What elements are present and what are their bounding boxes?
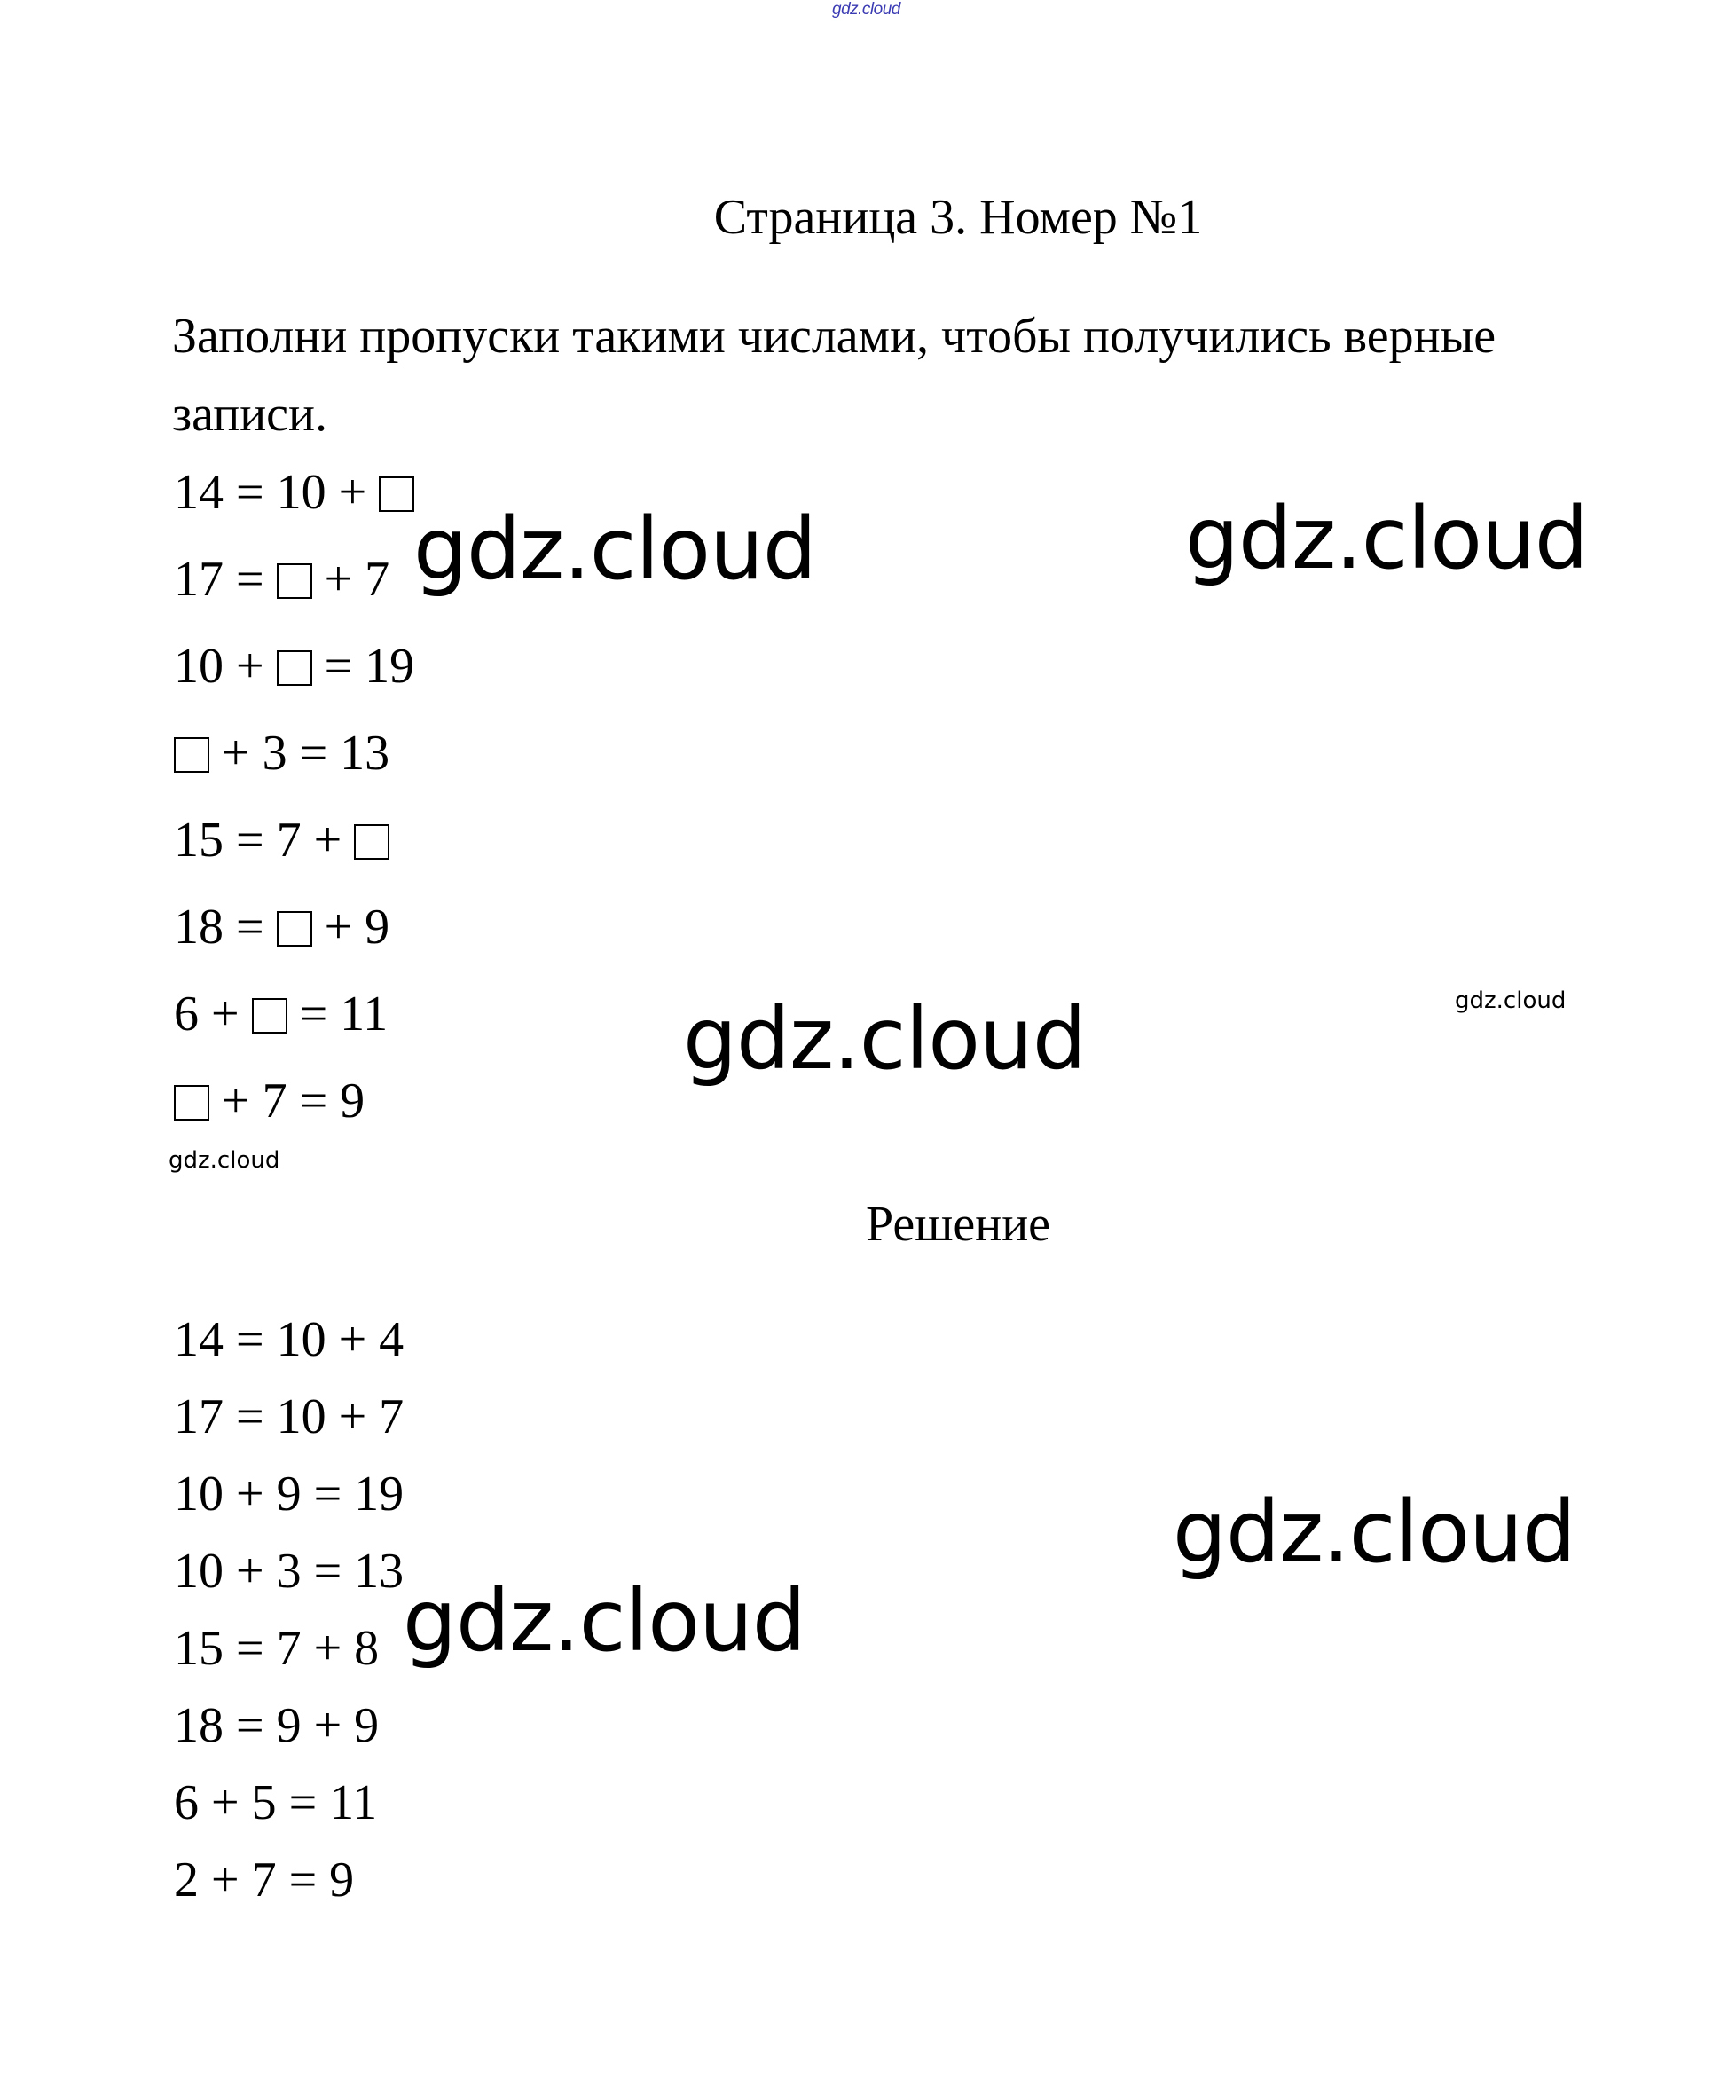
solution-line: 15 = 7 + 8 <box>174 1621 380 1676</box>
solution-heading: Решение <box>865 1197 1051 1252</box>
blank-box <box>174 1085 209 1121</box>
task-equation <box>174 809 389 871</box>
solution-line: 2 + 7 = 9 <box>174 1852 355 1907</box>
equation-right: + 9 <box>311 900 390 955</box>
solution-line: 14 = 10 + 4 <box>174 1312 405 1367</box>
blank-box <box>354 824 389 860</box>
task-text: Заполни пропуски такими числами, чтобы получились верные записи. <box>172 309 1496 442</box>
equation-left: 15 = 7 + <box>174 813 355 868</box>
site-mark: gdz.cloud <box>832 0 900 19</box>
equation-right: + 3 = 13 <box>209 726 390 781</box>
blank-box <box>277 650 312 686</box>
solution-line: 10 + 3 = 13 <box>174 1544 405 1599</box>
equation-right: = 11 <box>287 987 389 1042</box>
task-equation <box>174 896 389 958</box>
watermark: gdz.cloud <box>403 1571 805 1671</box>
equation-right: + 7 <box>311 552 390 607</box>
blank-box <box>379 476 414 512</box>
watermark: gdz.cloud <box>1185 489 1588 588</box>
blank-box <box>174 737 209 773</box>
task-equation <box>174 1070 365 1132</box>
watermark: gdz.cloud <box>1173 1483 1575 1582</box>
equation-left: 17 = <box>174 552 277 607</box>
equation-left: 18 = <box>174 900 277 955</box>
page-title: Страница 3. Номер №1 <box>713 190 1203 245</box>
task-equation <box>174 548 389 610</box>
solution-line: 6 + 5 = 11 <box>174 1775 378 1830</box>
task-equation <box>174 461 414 523</box>
task-equation <box>174 722 389 784</box>
task-equation <box>174 983 388 1045</box>
watermark: gdz.cloud <box>413 499 816 599</box>
solution-line: 10 + 9 = 19 <box>174 1467 405 1522</box>
equation-right: + 7 = 9 <box>209 1074 365 1129</box>
watermark-small: gdz.cloud <box>169 1147 280 1174</box>
equation-left: 6 + <box>174 987 252 1042</box>
blank-box <box>277 563 312 599</box>
equation-left: 10 + <box>174 639 277 694</box>
equation-right: = 19 <box>311 639 415 694</box>
solution-line: 17 = 10 + 7 <box>174 1389 405 1444</box>
watermark: gdz.cloud <box>683 989 1086 1089</box>
solution-line: 18 = 9 + 9 <box>174 1698 380 1753</box>
blank-box <box>252 998 287 1034</box>
watermark-small: gdz.cloud <box>1455 987 1567 1014</box>
equation-left: 14 = 10 + <box>174 465 380 520</box>
task-equation <box>174 635 414 697</box>
blank-box <box>277 911 312 947</box>
